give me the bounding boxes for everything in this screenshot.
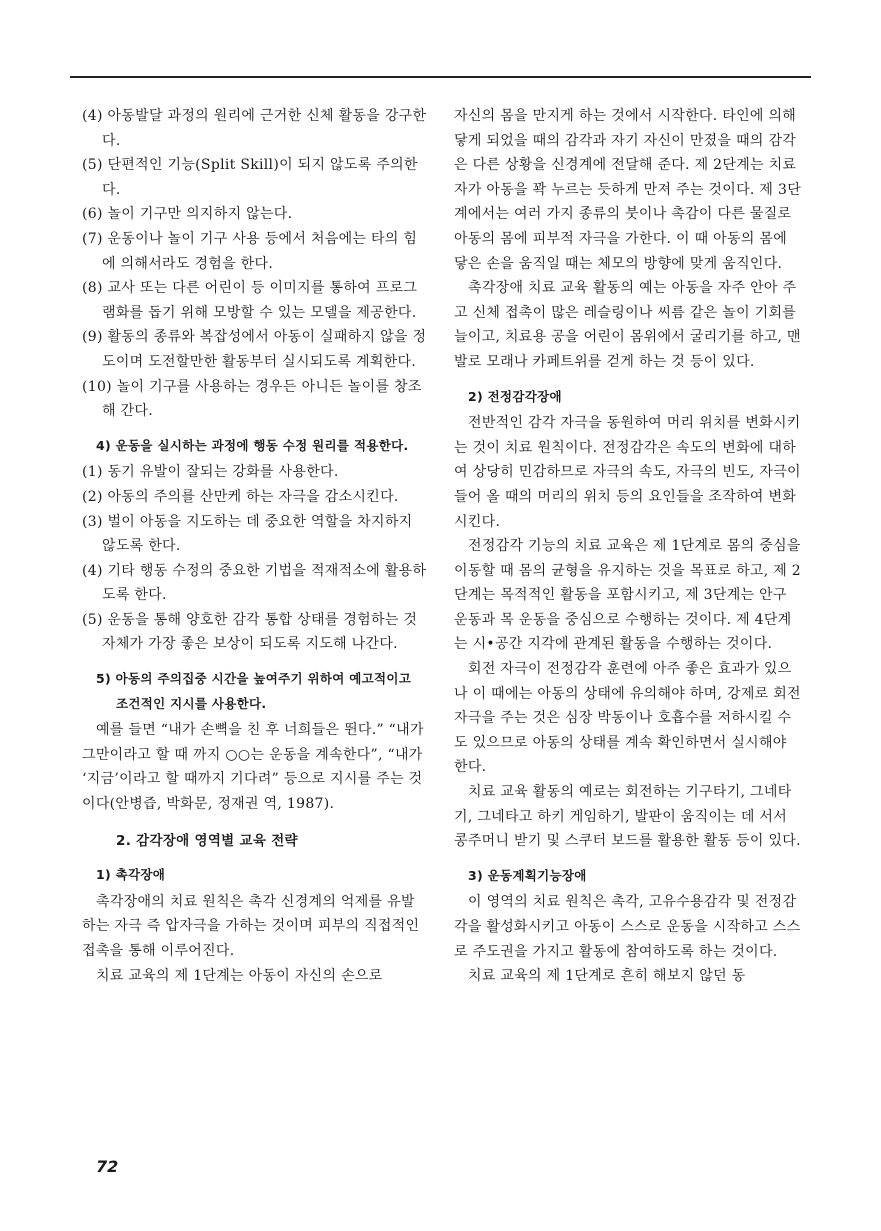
section-heading: 5) 아동의 주의집중 시간을 높여주기 위하여 예고적이고 조건적인 지시를 사용한다.: [96, 671, 412, 711]
list-item: (2) 아동의 주의를 산만케 하는 자극을 감소시킨다.: [82, 488, 399, 505]
list-item: (1) 동기 유발이 잘되는 강화를 사용한다.: [82, 464, 339, 481]
right-column: [454, 104, 802, 989]
list-item: (4) 기타 행동 수정의 중요한 기법을 적재적소에 활용하도록 한다.: [82, 562, 427, 604]
list-item: (9) 활동의 종류와 복잡성에서 아동이 실패하지 않을 정도이며 도전할만한 활동부터 실시되도록 계획한다.: [82, 329, 427, 370]
paragraph: 치료 교육 활동의 예로는 회전하는 기구타기, 그네타기, 그네타고 하키 게임하기, 발판이 움직이는 데 서서 콩주머니 받기 및 스쿠터 보드를 활용한 활동 등이 있다.: [454, 784, 801, 850]
list-item: (5) 운동을 통해 양호한 감각 통합 상태를 경험하는 것 자체가 가장 좋은 보상이 되도록 지도해 나간다.: [82, 611, 418, 653]
list-item: (5) 단편적인 기능(Split Skill)이 되지 않도록 주의한다.: [82, 157, 418, 198]
list-item: (3) 벌이 아동을 지도하는 데 중요한 역할을 차지하지 않도록 한다.: [82, 513, 413, 555]
header-rule: [70, 76, 811, 78]
list-item: (8) 교사 또는 다른 어린이 등 이미지를 통하여 프로그램화를 돕기 위해 모방할 수 있는 모델을 제공한다.: [82, 280, 418, 321]
list-item: (4) 아동발달 과정의 원리에 근거한 신체 활동을 강구한다.: [82, 108, 427, 149]
paragraph: 자신의 몸을 만지게 하는 것에서 시작한다. 타인에 의해 닿게 되었을 때의 감각과 자기 자신이 만졌을 때의 감각은 다른 상황을 신경계에 전달해 준다. 제 2단계는 치료자가 아동을 꽉 누르는 듯하게 만져 주는 것이다. 제 3단계에서는 여러 가지 종류의 붓이나 촉감이 다른 물질로 아동의 몸에 피부적 자극을 가한다. 이 때 아동의 몸에 닿은 손을 움직일 때는 체모의 방향에 맞게 움직인다.: [454, 108, 802, 272]
section-heading: 1) 촉각장애: [96, 867, 166, 883]
list-item: (7) 운동이나 놀이 기구 사용 등에서 처음에는 타의 힘에 의해서라도 경험을 한다.: [82, 230, 418, 272]
paragraph: 치료 교육의 제 1단계로 흔히 해보지 않던 동: [468, 968, 746, 985]
left-column: [82, 104, 427, 988]
paragraph: 전정감각 기능의 치료 교육은 제 1단계로 몸의 중심을 이동할 때 몸의 균형을 유지하는 것을 목표로 하고, 제 2단계는 목적적인 활동을 포함시키고, 제 3단계는 안구 운동과 목 운동을 중심으로 수행하는 것이다. 제 4단계는 시•공간 지각에 관계된 활동을 수행하는 것이다.: [454, 538, 802, 653]
section-heading: 4) 운동을 실시하는 과정에 행동 수정 원리를 적용한다.: [96, 437, 409, 453]
page-number: 72: [96, 1157, 119, 1176]
paragraph: 예를 들면 “내가 손뼉을 친 후 너희들은 뛴다.” “내가 그만이라고 할 때 까지 ○○는 운동을 계속한다”, “내가 ‘지금’이라고 할 때까지 기다려” 등으로 지시를 주는 것이다(안병즙, 박화문, 정재권 역, 1987).: [82, 722, 424, 813]
paragraph: 회전 자극이 전정감각 훈련에 아주 좋은 효과가 있으나 이 때에는 아동의 상태에 유의해야 하며, 강제로 회전 자극을 주는 것은 심장 박동이나 호흡수를 저하시킬 수도 있으므로 아동의 상태를 계속 확인하면서 실시해야 한다.: [454, 661, 801, 776]
section-heading: 2) 전정감각장애: [468, 388, 562, 404]
list-item: (10) 놀이 기구를 사용하는 경우든 아니든 놀이를 창조해 간다.: [82, 378, 422, 420]
chapter-heading: 2. 감각장애 영역별 교육 전략: [116, 832, 298, 849]
paragraph: 촉각장애의 치료 원칙은 촉각 신경계의 억제를 유발하는 자극 즉 압자극을 가하는 것이며 피부의 직접적인 접촉을 통해 이루어진다.: [82, 893, 420, 959]
paragraph: 전반적인 감각 자극을 동원하여 머리 위치를 변화시키는 것이 치료 원칙이다. 전정감각은 속도의 변화에 대하여 상당히 민감하므로 자극의 속도, 자극의 빈도, 자극이 들어 올 때의 머리의 위치 등의 요인들을 조작하여 변화시킨다.: [454, 415, 801, 530]
paragraph: 촉각장애 치료 교육 활동의 예는 아동을 자주 안아 주고 신체 접촉이 많은 레슬링이나 씨름 같은 놀이 기회를 늘이고, 치료용 공을 어린이 몸위에서 굴리기를 하고, 맨발로 모래나 카페트위를 걷게 하는 것 등이 있다.: [454, 280, 801, 370]
section-heading: 3) 운동계획기능장애: [468, 867, 587, 883]
paragraph: 이 영역의 치료 원칙은 촉각, 고유수용감각 및 전정감각을 활성화시키고 아동이 스스로 운동을 시작하고 스스로 주도권을 가지고 활동에 참여하도록 하는 것이다.: [454, 894, 801, 960]
paragraph: 치료 교육의 제 1단계는 아동이 자신의 손으로: [96, 967, 383, 984]
list-item: (6) 놀이 기구만 의지하지 않는다.: [82, 206, 293, 223]
